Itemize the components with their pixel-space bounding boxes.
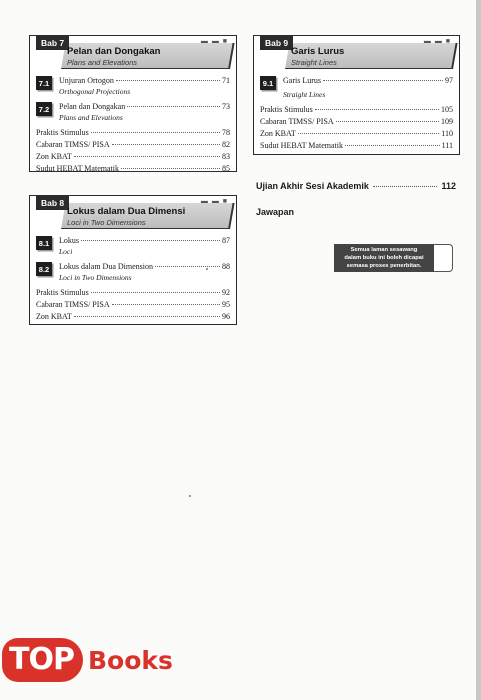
dot-leader [91,132,220,133]
chapter-header [30,36,236,70]
chapter-title-main: Lokus dalam Dua Dimensi [67,206,186,217]
chapter-card-bab8 [29,195,237,325]
dot-leader [373,186,438,187]
jawapan-heading[interactable]: Jawapan [256,207,295,217]
row-label: Praktis Stimulus [36,128,89,137]
page-number: 71 [222,76,230,85]
chapter-title-en: Plans and Elevations [67,58,138,67]
page-number: 88 [222,262,230,271]
row-label: Sudut HEBAT Matematik [260,141,343,150]
toc-row[interactable] [36,311,230,322]
page-number: 83 [222,152,230,161]
section-label-en: Orthogonal Projections [59,87,131,96]
scan-speck [189,495,191,497]
toc-row[interactable] [260,104,453,115]
dot-leader [112,144,220,145]
header-dashes: ▬ ▬ ■ [423,38,451,45]
chapter-card-bab9 [253,35,460,155]
section-number-badge: 8.2 [36,262,52,276]
page-number: 105 [441,105,453,114]
toc-row[interactable] [36,127,230,138]
dot-leader [323,80,443,81]
toc-row[interactable] [36,151,230,162]
ujian-label: Ujian Akhir Sesi Akademik [256,181,369,191]
page-number: 92 [222,288,230,297]
chapter-title-en: Straight Lines [291,58,337,67]
website-note [334,244,434,272]
topbooks-logo [2,638,173,682]
dot-leader [91,292,220,293]
section-entry[interactable] [36,235,230,257]
ujian-entry[interactable] [256,181,456,191]
page-number: 111 [441,141,453,150]
section-label: Unjuran Ortogon [59,76,114,85]
dot-leader [116,80,220,81]
section-entry[interactable] [36,261,230,283]
toc-row[interactable] [260,140,453,151]
section-label-en: Straight Lines [283,90,326,99]
dot-leader [74,316,220,317]
page-number: 73 [222,102,230,111]
toc-row[interactable] [260,128,453,139]
logo-top-word: TOP [2,638,83,682]
row-label: Cabaran TIMSS/ PISA [36,300,110,309]
dot-leader [155,266,220,267]
page-number: 85 [222,164,230,173]
section-label: Garis Lurus [283,76,321,85]
section-number-badge: 8.1 [36,236,52,250]
page-number: 110 [441,129,453,138]
chapter-title-en: Loci in Two Dimensions [67,218,146,227]
dot-leader [315,109,439,110]
page-number: 78 [222,128,230,137]
page-number: 97 [445,76,453,85]
chapter-title [291,44,344,68]
page-number: 109 [441,117,453,126]
section-entry[interactable] [36,75,230,97]
chapter-card-bab7 [29,35,237,172]
dot-leader [112,304,220,305]
header-dashes: ▬ ▬ ■ [200,198,228,205]
chapter-title-main: Pelan dan Dongakan [67,46,161,57]
toc-row[interactable] [260,116,453,127]
page-number: 87 [222,236,230,245]
section-label: Lokus [59,236,79,245]
row-label: Praktis Stimulus [260,105,313,114]
chapter-badge: Bab 9 [260,36,293,50]
chapter-badge: Bab 7 [36,36,69,50]
dot-leader [121,168,220,169]
section-entry[interactable] [36,101,230,123]
chapter-header [30,196,236,230]
toc-rows [30,230,236,329]
toc-row[interactable] [36,299,230,310]
dot-leader [127,106,220,107]
note-line: semasa proses penerbitan. [346,263,422,269]
row-label: Sudut HEBAT Matematik [36,164,119,173]
page-number: 82 [222,140,230,149]
row-label: Zon KBAT [36,152,72,161]
section-label-en: Loci in Two Dimensions [59,273,132,282]
note-line: dalam buku ini boleh dicapai [344,255,424,261]
row-label: Cabaran TIMSS/ PISA [36,140,110,149]
row-label: Zon KBAT [36,312,72,321]
dot-leader [74,156,220,157]
page-edge [476,0,481,700]
ujian-page: 112 [441,181,456,191]
toc-row[interactable] [36,163,230,174]
section-label: Pelan dan Dongakan [59,102,126,111]
chapter-title [67,204,185,228]
chapter-badge: Bab 8 [36,196,69,210]
dot-leader [336,121,439,122]
toc-rows [30,70,236,181]
toc-rows [254,70,459,158]
chapter-title-main: Garis Lurus [291,46,345,57]
row-label: Zon KBAT [260,129,296,138]
section-label: Lokus dalam Dua Dimension [59,262,153,271]
dot-leader [298,133,440,134]
section-label-en: Plans and Elevations [59,113,123,122]
header-dashes: ▬ ▬ ■ [200,38,228,45]
logo-books-word: Books [87,645,173,675]
row-label: Cabaran TIMSS/ PISA [260,117,334,126]
section-number-badge: 7.1 [36,76,52,90]
dot-leader [345,145,440,146]
section-number-badge: 7.2 [36,102,52,116]
section-label-en: Loci [59,247,73,256]
scan-speck [206,268,208,270]
row-label: Praktis Stimulus [36,288,89,297]
dot-leader [81,240,220,241]
note-line: Semua laman sesawang [350,247,418,253]
toc-row[interactable] [36,139,230,150]
chapter-header [254,36,459,70]
page-number: 95 [222,300,230,309]
section-number-badge: 9.1 [260,76,276,90]
section-entry[interactable] [260,75,453,100]
toc-row[interactable] [36,287,230,298]
page-number: 96 [222,312,230,321]
chapter-title [67,44,160,68]
